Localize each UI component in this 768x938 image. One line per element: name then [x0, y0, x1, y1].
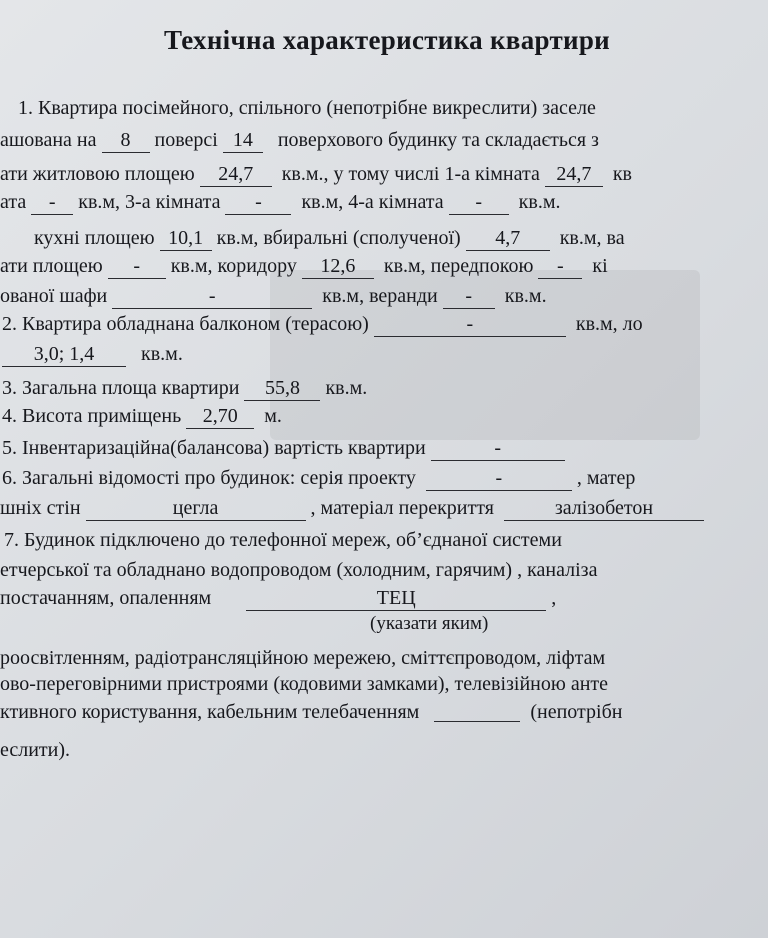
wardrobe-value: -: [112, 284, 312, 309]
line-4: ата - кв.м, 3-а кімната - кв.м, 4-а кімната - кв.м.: [0, 191, 561, 213]
loggia-value: 3,0; 1,4: [2, 342, 126, 367]
line-5: кухні площею 10,1 кв.м, вбиральні (сполученої) 4,7 кв.м, ва: [34, 227, 625, 249]
line-20: ово-переговірними пристроями (кодовими замками), телевізійною анте: [0, 673, 609, 695]
line-21: ктивного користування, кабельним телебаченням (непотрібн: [0, 701, 623, 723]
room1-value: 24,7: [545, 162, 603, 187]
line-22: еслити).: [0, 739, 71, 761]
line-8: 2. Квартира обладнана балконом (терасою) - кв.м, ло: [2, 313, 643, 335]
line-18-hint: (указати яким): [370, 613, 489, 634]
line-14: шніх стін цегла , матеріал перекриття залізобетон: [0, 496, 704, 521]
line-9: 3,0; 1,4 кв.м.: [2, 342, 183, 367]
kitchen-value: 10,1: [160, 226, 212, 251]
line-16: етчерської та обладнано водопроводом (холодним, гарячим) , каналіза: [0, 559, 598, 581]
line-12: 5. Інвентаризаційна(балансова) вартість квартири -: [2, 436, 565, 461]
walls-value: цегла: [86, 496, 306, 521]
height-value: 2,70: [186, 404, 254, 429]
cable-blank: [434, 701, 520, 722]
veranda-value: -: [443, 284, 495, 309]
bathroom-value: 4,7: [466, 226, 550, 251]
series-value: -: [426, 466, 572, 491]
line-10: 3. Загальна площа квартири 55,8 кв.м.: [2, 377, 368, 399]
line-19: роосвітленням, радіотрансляційною мережею, сміттєпроводом, ліфтам: [0, 647, 606, 669]
room4-value: -: [449, 190, 509, 215]
line-6: ати площею - кв.м, коридору 12,6 кв.м, передпокою - кі: [0, 255, 608, 277]
document-title: Технічна характеристика квартири: [164, 25, 611, 55]
line-11: 4. Висота приміщень 2,70 м.: [2, 405, 282, 427]
line-17: постачанням, опаленням ТЕЦ ,: [0, 587, 557, 609]
corridor-value: 12,6: [302, 254, 374, 279]
bath-area-value: -: [108, 254, 166, 279]
inventory-value: -: [431, 436, 565, 461]
line-1: 1. Квартира посімейного, спільного (непотрібне викреслити) заселе: [18, 97, 596, 119]
ceiling-value: залізобетон: [504, 496, 704, 521]
total-area-value: 55,8: [244, 376, 320, 401]
line-13: 6. Загальні відомості про будинок: серія проекту - , матер: [2, 467, 636, 489]
line-3: ати житловою площею 24,7 кв.м., у тому числі 1-а кімната 24,7 кв: [0, 163, 633, 185]
line-15: 7. Будинок підключено до телефонної мереж, об’єднаної системи: [4, 529, 562, 551]
hall-value: -: [538, 254, 582, 279]
living-area-value: 24,7: [200, 162, 272, 187]
floor-value: 8: [102, 128, 150, 153]
heating-value: ТЕЦ: [246, 586, 546, 611]
line-7: ованої шафи - кв.м, веранди - кв.м.: [0, 285, 547, 307]
line-2: ашована на 8 поверсі 14 поверхового будинку та складається з: [0, 129, 599, 151]
balcony-value: -: [374, 312, 566, 337]
room2-value: -: [31, 190, 73, 215]
floors-total-value: 14: [223, 128, 263, 153]
room3-value: -: [225, 190, 291, 215]
